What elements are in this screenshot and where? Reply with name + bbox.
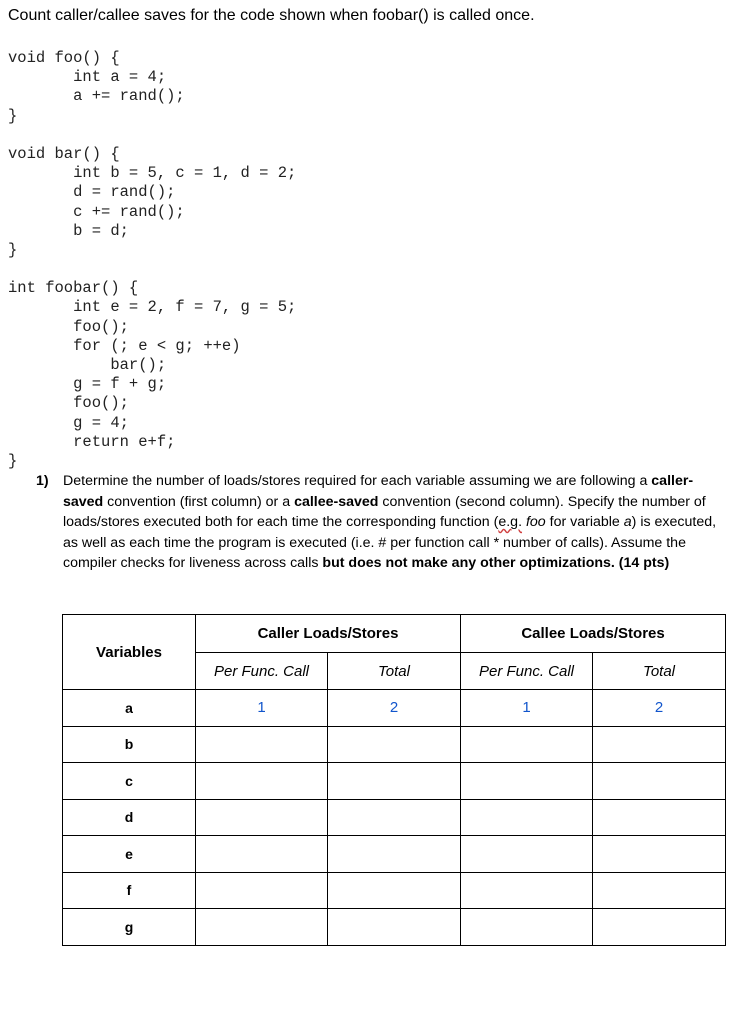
variable-cell: g: [63, 909, 196, 946]
caller-per-call-header: Per Func. Call: [196, 653, 328, 690]
code-line: g = f + g;: [8, 375, 167, 394]
variable-cell: b: [63, 726, 196, 763]
callee-total-cell[interactable]: [593, 763, 726, 800]
callee-per-call-cell[interactable]: 1: [461, 690, 593, 727]
question-number: 1): [36, 473, 49, 489]
caller-per-call-cell[interactable]: [196, 726, 328, 763]
table-row: [63, 872, 726, 909]
caller-per-call-cell[interactable]: 1: [196, 690, 328, 727]
callee-per-call-cell[interactable]: [461, 763, 593, 800]
variable-cell: e: [63, 836, 196, 873]
callee-per-call-cell[interactable]: [461, 799, 593, 836]
code-line: foo();: [8, 394, 129, 413]
code-line: void foo() {: [8, 49, 120, 67]
code-line: c += rand();: [8, 202, 185, 221]
caller-total-cell[interactable]: [328, 799, 461, 836]
caller-per-call-cell[interactable]: [196, 836, 328, 873]
callee-total-cell[interactable]: [593, 872, 726, 909]
callee-total-header: Total: [593, 653, 726, 690]
table-row: [63, 836, 726, 873]
callee-per-call-cell[interactable]: [461, 872, 593, 909]
variable-cell: a: [63, 690, 196, 727]
table-row: [63, 726, 726, 763]
table-row: [63, 909, 726, 946]
code-line: a += rand();: [8, 87, 185, 106]
caller-per-call-cell[interactable]: [196, 909, 328, 946]
code-line: int e = 2, f = 7, g = 5;: [8, 298, 297, 317]
code-line: bar();: [8, 356, 167, 374]
callee-total-cell[interactable]: [593, 726, 726, 763]
code-line: int foobar() {: [8, 279, 139, 298]
callee-per-call-cell[interactable]: [461, 836, 593, 873]
code-line: }: [8, 451, 18, 470]
code-line: g = 4;: [8, 413, 129, 432]
caller-per-call-cell[interactable]: [196, 763, 328, 800]
code-line: int a = 4;: [8, 68, 167, 87]
variables-header: Variables: [63, 615, 196, 690]
callee-total-cell[interactable]: [593, 799, 726, 836]
callee-per-call-cell[interactable]: [461, 909, 593, 946]
caller-total-header: Total: [328, 653, 461, 690]
caller-header: Caller Loads/Stores: [196, 615, 461, 653]
table-row: [63, 690, 726, 727]
code-line: int b = 5, c = 1, d = 2;: [8, 164, 297, 183]
code-line: for (; e < g; ++e): [8, 336, 241, 355]
caller-total-cell[interactable]: [328, 909, 461, 946]
code-line: d = rand();: [8, 183, 176, 202]
code-line: }: [8, 240, 18, 259]
caller-total-cell[interactable]: [328, 763, 461, 800]
code-line: b = d;: [8, 221, 129, 240]
caller-total-cell[interactable]: [328, 836, 461, 873]
code-line: }: [8, 106, 18, 125]
callee-total-cell[interactable]: 2: [593, 690, 726, 727]
code-line: return e+f;: [8, 432, 176, 451]
callee-per-call-cell[interactable]: [461, 726, 593, 763]
caller-per-call-cell[interactable]: [196, 872, 328, 909]
page-title: Count caller/callee saves for the code shown when foobar() is called once.: [8, 7, 535, 24]
callee-total-cell[interactable]: [593, 909, 726, 946]
code-line: [8, 126, 296, 145]
question-1: [36, 471, 730, 574]
variable-cell: c: [63, 763, 196, 800]
variable-cell: d: [63, 799, 196, 836]
code-line: foo();: [8, 317, 129, 336]
callee-header: Callee Loads/Stores: [461, 615, 726, 653]
question-text: Determine the number of loads/stores required for each variable assuming we are following a caller-saved convention (first column) or a callee-saved convention (second column). Specify the number of loads/stores executed both for each time the corresponding function (e.g. foo for variable a) is executed, as well as each time the program is executed (i.e. # per function call * number of calls). Assume the compiler checks for liveness across calls but does not make any other optimizations. (14 pts): [63, 473, 717, 571]
answer-table: [62, 614, 726, 946]
callee-total-cell[interactable]: [593, 836, 726, 873]
callee-per-call-header: Per Func. Call: [461, 653, 593, 690]
code-line: [8, 260, 296, 279]
caller-per-call-cell[interactable]: [196, 799, 328, 836]
variable-cell: f: [63, 872, 196, 909]
table-row: [63, 799, 726, 836]
caller-total-cell[interactable]: 2: [328, 690, 461, 727]
caller-total-cell[interactable]: [328, 726, 461, 763]
table-row: [63, 763, 726, 800]
caller-total-cell[interactable]: [328, 872, 461, 909]
code-line: void bar() {: [8, 144, 120, 163]
code-block: [8, 49, 296, 471]
